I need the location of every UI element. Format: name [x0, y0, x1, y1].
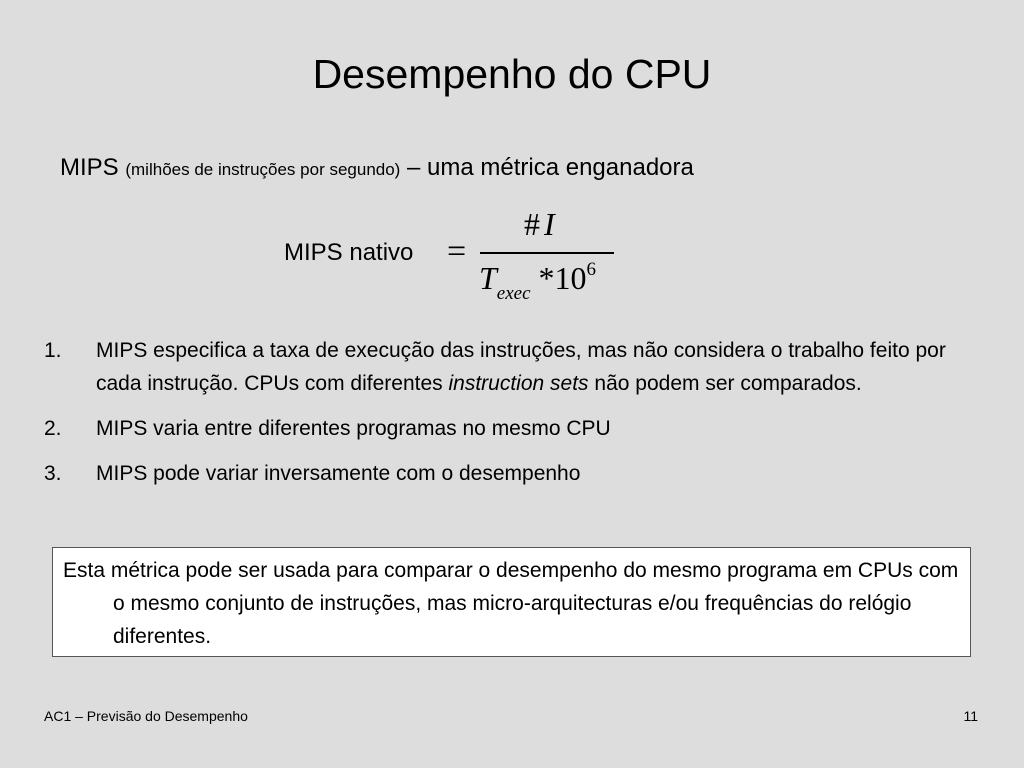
list-item-text: MIPS especifica a taxa de execução das instruções, mas não considera o trabalho feito por cada instrução. CPUs com diferentes [96, 339, 946, 395]
list-item [44, 412, 964, 445]
subtitle-rest: – uma métrica enganadora [407, 154, 694, 181]
list-marker: 1. [44, 339, 62, 362]
formula-numerator [524, 206, 555, 242]
numbered-list [44, 334, 964, 502]
formula-denominator [479, 260, 596, 302]
list-item-text: MIPS pode variar inversamente com o desempenho [96, 462, 581, 485]
list-item-text-end: não podem ser comparados. [594, 372, 862, 395]
formula-equals-sign: = [447, 233, 467, 270]
note-text: Esta métrica pode ser usada para comparar o desempenho do mesmo programa em CPUs com o mesmo conjunto de instruções, mas micro-arquitecturas e/ou frequências do relógio diferentes. [63, 559, 959, 648]
formula-label: MIPS nativo [284, 239, 414, 266]
denominator-exponent: 6 [586, 259, 597, 280]
note-box [52, 547, 971, 657]
subtitle [60, 152, 694, 186]
subtitle-parenthetical: (milhões de instruções por segundo) [125, 160, 401, 179]
list-marker: 3. [44, 462, 62, 485]
fraction-line [480, 252, 614, 254]
list-item [44, 334, 964, 400]
slide-title: Desempenho do CPU [312, 51, 712, 97]
denominator-multiplier: *10 [538, 260, 587, 296]
list-item [44, 457, 964, 490]
denominator-subscript: exec [496, 283, 531, 304]
footer-course-title: AC1 – Previsão do Desempenho [44, 708, 248, 724]
numerator-prefix: # [524, 206, 540, 242]
subtitle-term: MIPS [60, 154, 119, 181]
list-item-text: MIPS varia entre diferentes programas no mesmo CPU [96, 417, 611, 440]
numerator-variable: I [544, 206, 555, 242]
list-item-emphasis: instruction sets [448, 372, 589, 395]
list-marker: 2. [44, 417, 62, 440]
footer-page-number: 11 [963, 708, 978, 724]
denominator-variable: T [479, 260, 497, 296]
